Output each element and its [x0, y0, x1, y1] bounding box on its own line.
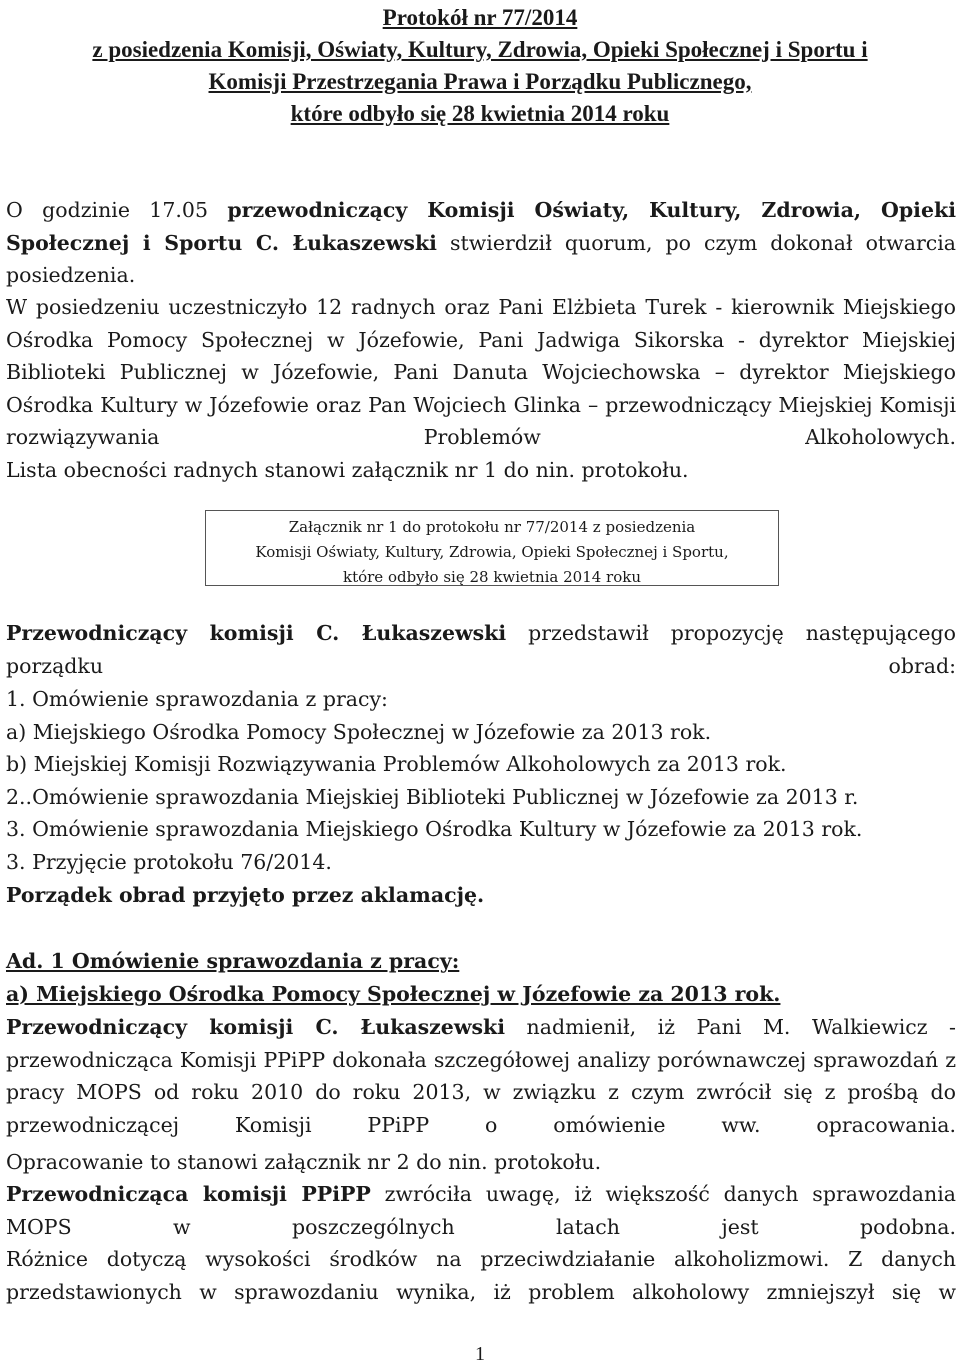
attachment-line-1: Załącznik nr 1 do protokołu nr 77/2014 z posiedzenia — [288, 518, 696, 536]
ad1-text-3: zwróciła uwagę, iż większość danych sprawozdania MOPS w poszczególnych latach jest podobna. — [6, 1182, 956, 1239]
opening-text-2: stwierdził quorum, po czym dokonał otwarcia posiedzenia. — [6, 230, 956, 288]
title-line-3: Komisji Przestrzegania Prawa i Porządku Publicznego, — [208, 69, 752, 94]
agenda-accepted: Porządek obrad przyjęto przez aklamację. — [6, 882, 485, 907]
agenda-item: 3. Omówienie sprawozdania Miejskiego Ośrodka Kultury w Józefowie za 2013 rok. — [6, 817, 863, 842]
opening-text-1: O godzinie 17.05 — [6, 198, 228, 222]
agenda-list — [6, 683, 956, 911]
ad1-text-4: Różnice dotyczą wysokości środków na przeciwdziałanie alkoholizmowi. Z danych przedstawionych w sprawozdaniu wynika, iż problem alkoholowy zmniejszył się w — [6, 1247, 956, 1304]
agenda-chairman: Przewodniczący komisji C. Łukaszewski — [6, 621, 507, 645]
protocol-title — [0, 2, 960, 130]
agenda-item: a) Miejskiego Ośrodka Pomocy Społecznej w Józefowie za 2013 rok. — [6, 719, 712, 744]
ad1-heading-2: a) Miejskiego Ośrodka Pomocy Społecznej w Józefowie za 2013 rok. — [6, 981, 781, 1006]
attachment-box — [205, 510, 779, 586]
ad1-section — [6, 945, 956, 1010]
agenda-item: 2..Omówienie sprawozdania Miejskiej Biblioteki Publicznej w Józefowie za 2013 r. — [6, 784, 859, 809]
agenda-item: 1. Omówienie sprawozdania z pracy: — [6, 687, 388, 711]
chairman-name: przewodniczący Komisji Oświaty, Kultury, Zdrowia, Opieki Społecznej i Sportu C. Łukaszewski — [6, 198, 956, 255]
title-line-1: Protokół nr 77/2014 — [382, 5, 578, 30]
agenda-item: b) Miejskiej Komisji Rozwiązywania Problemów Alkoholowych za 2013 rok. — [6, 752, 787, 777]
ad1-text-1: nadmienił, iż Pani M. Walkiewicz - przewodnicząca Komisji PPiPP dokonała szczegółowej analizy porównawczej sprawozdań z pracy MOPS od roku 2010 do roku 2013, w związku z czym zwrócił się z prośbą do przewodniczącej Komisji PPiPP o omówienie ww. opracowania. — [6, 1015, 956, 1137]
title-line-4: które odbyło się 28 kwietnia 2014 roku — [290, 101, 670, 126]
ppipp-chairwoman: Przewodnicząca komisji PPiPP — [6, 1182, 371, 1206]
page-number: 1 — [475, 1343, 485, 1365]
ad1-heading-1: Ad. 1 Omówienie sprawozdania z pracy: — [6, 949, 460, 973]
title-line-2: z posiedzenia Komisji, Oświaty, Kultury, Zdrowia, Opieki Społecznej i Sportu i — [92, 37, 868, 62]
attachment-line-3: które odbyło się 28 kwietnia 2014 roku — [342, 568, 642, 586]
attachment-line-2: Komisji Oświaty, Kultury, Zdrowia, Opieki Społecznej i Sportu, — [255, 543, 729, 561]
agenda-item: 3. Przyjęcie protokołu 76/2014. — [6, 849, 332, 874]
agenda-intro-text: przedstawił propozycję następującego porządku obrad: — [6, 621, 956, 678]
attendance-list-note: Lista obecności radnych stanowi załącznik nr 1 do nin. protokołu. — [6, 458, 689, 482]
attendance-text: W posiedzeniu uczestniczyło 12 radnych oraz Pani Elżbieta Turek - kierownik Miejskiego Ośrodka Pomocy Społecznej w Józefowie, Pani Jadwiga Sikorska - dyrektor Miejskiej Biblioteki Publicznej w Józefowie, Pani Danuta Wojciechowska – dyrektor Miejskiego Ośrodka Kultury w Józefowie oraz Pan Wojciech Glinka – przewodniczący Miejskiej Komisji rozwiązywania Problemów Alkoholowych. — [6, 295, 956, 450]
ad1-attachment-note: Opracowanie to stanowi załącznik nr 2 do nin. protokołu. — [6, 1150, 602, 1174]
ad1-paragraph-3 — [6, 1243, 956, 1341]
ad1-chairman: Przewodniczący komisji C. Łukaszewski — [6, 1015, 506, 1039]
